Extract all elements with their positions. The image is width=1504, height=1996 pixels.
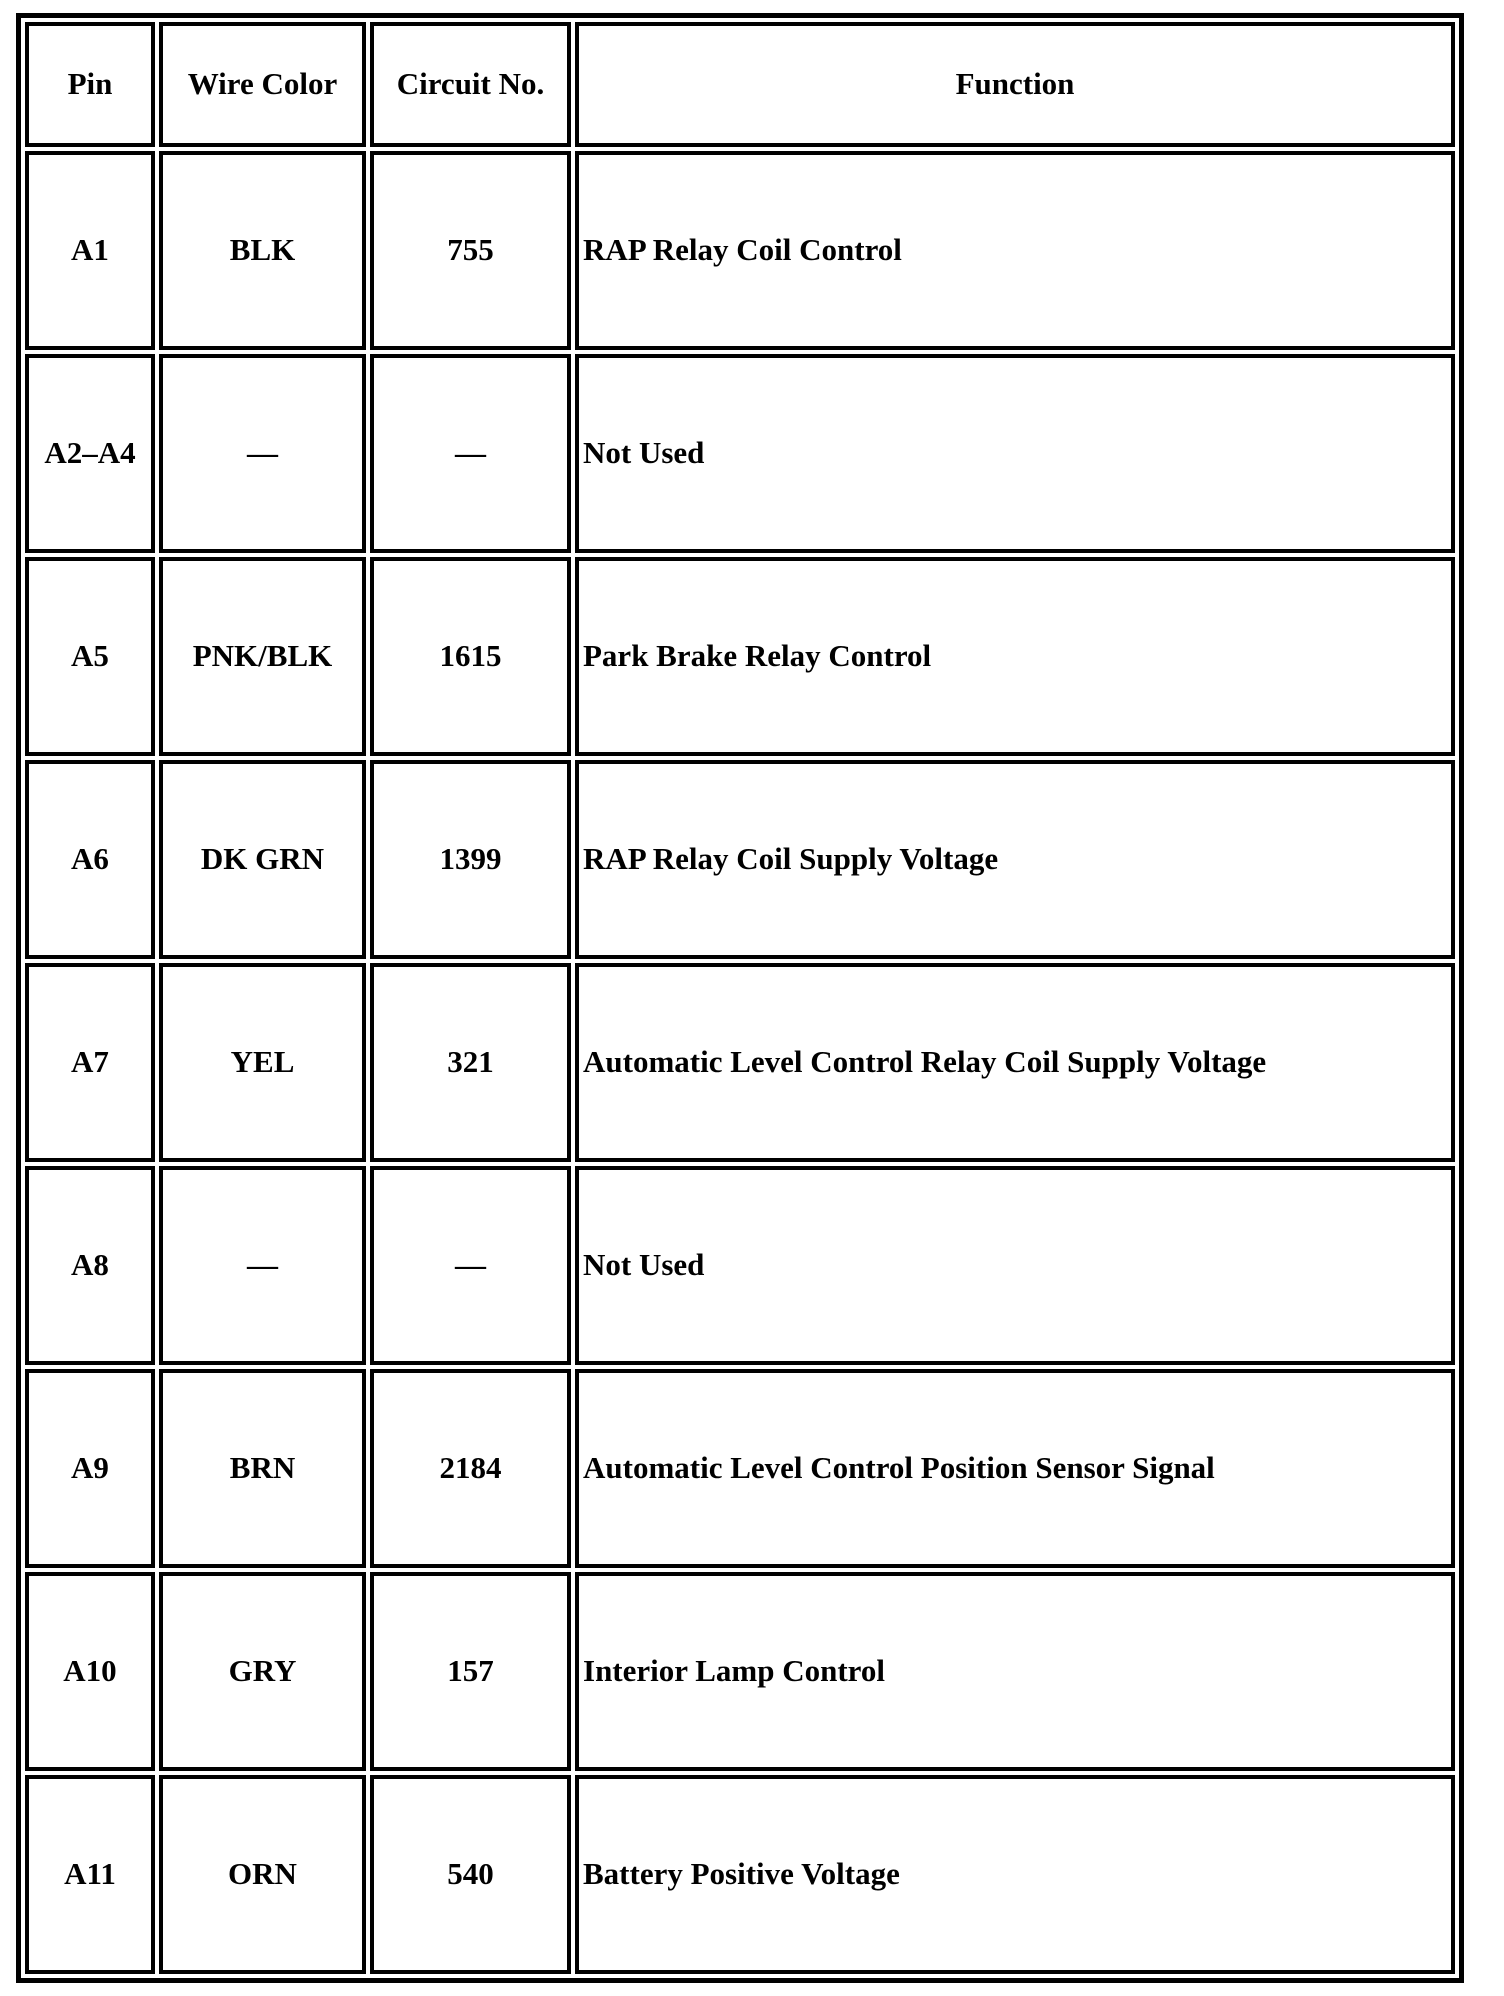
circuit-cell: 755: [370, 151, 571, 350]
connector-pinout-table: [21, 18, 1459, 1978]
table-row: [25, 1572, 1455, 1771]
pin-cell: A7: [25, 963, 155, 1162]
header-function: Function: [575, 22, 1455, 147]
header-wire-color: Wire Color: [159, 22, 366, 147]
table-row: [25, 557, 1455, 756]
wire-color-cell: DK GRN: [159, 760, 366, 959]
pin-cell: A10: [25, 1572, 155, 1771]
wire-color-cell: BRN: [159, 1369, 366, 1568]
pin-cell: A6: [25, 760, 155, 959]
wire-color-cell: GRY: [159, 1572, 366, 1771]
function-cell: Battery Positive Voltage: [575, 1775, 1455, 1974]
wire-color-cell: ORN: [159, 1775, 366, 1974]
circuit-cell: 540: [370, 1775, 571, 1974]
pin-cell: A5: [25, 557, 155, 756]
circuit-cell: 321: [370, 963, 571, 1162]
table-row: [25, 1369, 1455, 1568]
circuit-cell: 157: [370, 1572, 571, 1771]
function-cell: RAP Relay Coil Supply Voltage: [575, 760, 1455, 959]
table-row: [25, 151, 1455, 350]
function-cell: Not Used: [575, 354, 1455, 553]
table-row: [25, 1166, 1455, 1365]
table-row: [25, 1775, 1455, 1974]
header-pin: Pin: [25, 22, 155, 147]
function-cell: Not Used: [575, 1166, 1455, 1365]
pin-cell: A2–A4: [25, 354, 155, 553]
wire-color-cell: —: [159, 354, 366, 553]
circuit-cell: 1399: [370, 760, 571, 959]
function-cell: RAP Relay Coil Control: [575, 151, 1455, 350]
table-header-row: [25, 22, 1455, 147]
function-cell: Park Brake Relay Control: [575, 557, 1455, 756]
function-cell: Automatic Level Control Position Sensor Signal: [575, 1369, 1455, 1568]
table-row: [25, 354, 1455, 553]
pin-cell: A8: [25, 1166, 155, 1365]
circuit-cell: —: [370, 354, 571, 553]
wire-color-cell: YEL: [159, 963, 366, 1162]
circuit-cell: 2184: [370, 1369, 571, 1568]
wire-color-cell: BLK: [159, 151, 366, 350]
function-cell: Interior Lamp Control: [575, 1572, 1455, 1771]
wire-color-cell: —: [159, 1166, 366, 1365]
table-row: [25, 760, 1455, 959]
table-row: [25, 963, 1455, 1162]
circuit-cell: 1615: [370, 557, 571, 756]
pin-cell: A1: [25, 151, 155, 350]
pin-cell: A9: [25, 1369, 155, 1568]
function-cell: Automatic Level Control Relay Coil Supply Voltage: [575, 963, 1455, 1162]
circuit-cell: —: [370, 1166, 571, 1365]
header-circuit-no: Circuit No.: [370, 22, 571, 147]
pin-cell: A11: [25, 1775, 155, 1974]
connector-pinout-table-frame: [16, 13, 1464, 1983]
wire-color-cell: PNK/BLK: [159, 557, 366, 756]
